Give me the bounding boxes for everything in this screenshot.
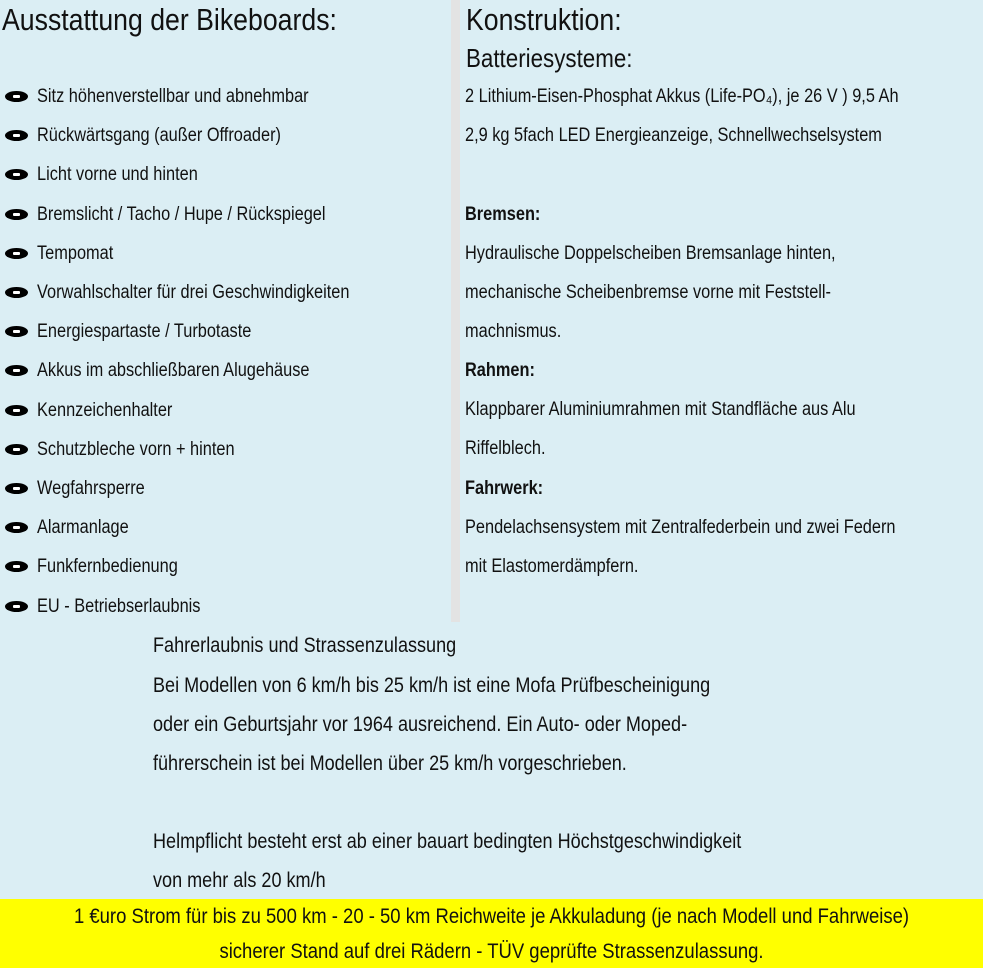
- equipment-item: Schutzbleche vorn + hinten: [37, 438, 235, 460]
- helmet-line: von mehr als 20 km/h: [153, 869, 326, 892]
- bullet-icon: [5, 444, 28, 455]
- license-line: oder ein Geburtsjahr vor 1964 ausreichend. Ein Auto- oder Moped-: [153, 713, 688, 736]
- banner-line-2: sicherer Stand auf drei Rädern - TÜV geprüfte Strassenzulassung.: [219, 940, 764, 963]
- equipment-item: Rückwärtsgang (außer Offroader): [37, 125, 281, 147]
- equipment-item: Kennzeichenhalter: [37, 399, 173, 421]
- bullet-icon: [5, 287, 28, 298]
- bullet-icon: [5, 365, 28, 376]
- battery-line: 2 Lithium-Eisen-Phosphat Akkus (Life-PO₄), je 26 V ) 9,5 Ah: [465, 86, 899, 107]
- construction-title: Konstruktion:: [466, 2, 622, 37]
- bullet-icon: [5, 522, 28, 533]
- bullet-icon: [5, 209, 28, 220]
- equipment-item: Akkus im abschließbaren Alugehäuse: [37, 360, 310, 382]
- brakes-line: machnismus.: [465, 321, 562, 342]
- bullet-icon: [5, 248, 28, 259]
- bullet-icon: [5, 601, 28, 612]
- license-heading: Fahrerlaubnis und Strassenzulassung: [153, 634, 457, 657]
- license-line: Bei Modellen von 6 km/h bis 25 km/h ist eine Mofa Prüfbescheinigung: [153, 674, 711, 697]
- equipment-item: Funkfernbedienung: [37, 556, 178, 578]
- chassis-heading: Fahrwerk:: [465, 478, 544, 499]
- equipment-item: EU - Betriebserlaubnis: [37, 595, 201, 617]
- equipment-item: Licht vorne und hinten: [37, 164, 198, 186]
- bullet-icon: [5, 130, 28, 141]
- bullet-icon: [5, 405, 28, 416]
- equipment-item: Tempomat: [37, 242, 114, 264]
- equipment-item: Vorwahlschalter für drei Geschwindigkeiten: [37, 282, 350, 303]
- helmet-line: Helmpflicht besteht erst ab einer bauart bedingten Höchstgeschwindigkeit: [153, 830, 742, 853]
- column-divider: [451, 0, 460, 622]
- equipment-item: Bremslicht / Tacho / Hupe / Rückspiegel: [37, 203, 326, 225]
- frame-line: Riffelblech.: [465, 438, 546, 459]
- bullet-icon: [5, 483, 28, 494]
- frame-heading: Rahmen:: [465, 360, 535, 381]
- brakes-heading: Bremsen:: [465, 204, 541, 225]
- brakes-line: Hydraulische Doppelscheiben Bremsanlage hinten,: [465, 243, 836, 264]
- chassis-line: Pendelachsensystem mit Zentralfederbein und zwei Federn: [465, 517, 896, 538]
- bullet-icon: [5, 561, 28, 572]
- equipment-title: Ausstattung der Bikeboards:: [2, 2, 337, 37]
- equipment-item: Alarmanlage: [37, 517, 129, 539]
- brakes-line: mechanische Scheibenbremse vorne mit Feststell-: [465, 282, 831, 303]
- banner-line-1: 1 €uro Strom für bis zu 500 km - 20 - 50 km Reichweite je Akkuladung (je nach Modell und Fahrweise): [73, 905, 910, 928]
- battery-heading: Batteriesysteme:: [466, 43, 633, 73]
- chassis-line: mit Elastomerdämpfern.: [465, 556, 639, 577]
- bullet-icon: [5, 91, 28, 102]
- equipment-item: Wegfahrsperre: [37, 478, 145, 499]
- frame-line: Klappbarer Aluminiumrahmen mit Standfläche aus Alu: [465, 399, 856, 420]
- license-line: führerschein ist bei Modellen über 25 km/h vorgeschrieben.: [153, 752, 627, 775]
- equipment-item: Sitz höhenverstellbar und abnehmbar: [37, 86, 309, 107]
- battery-line: 2,9 kg 5fach LED Energieanzeige, Schnellwechselsystem: [465, 125, 882, 146]
- highlight-banner: [0, 899, 983, 968]
- bullet-icon: [5, 326, 28, 337]
- bullet-icon: [5, 169, 28, 180]
- equipment-item: Energiespartaste / Turbotaste: [37, 321, 252, 343]
